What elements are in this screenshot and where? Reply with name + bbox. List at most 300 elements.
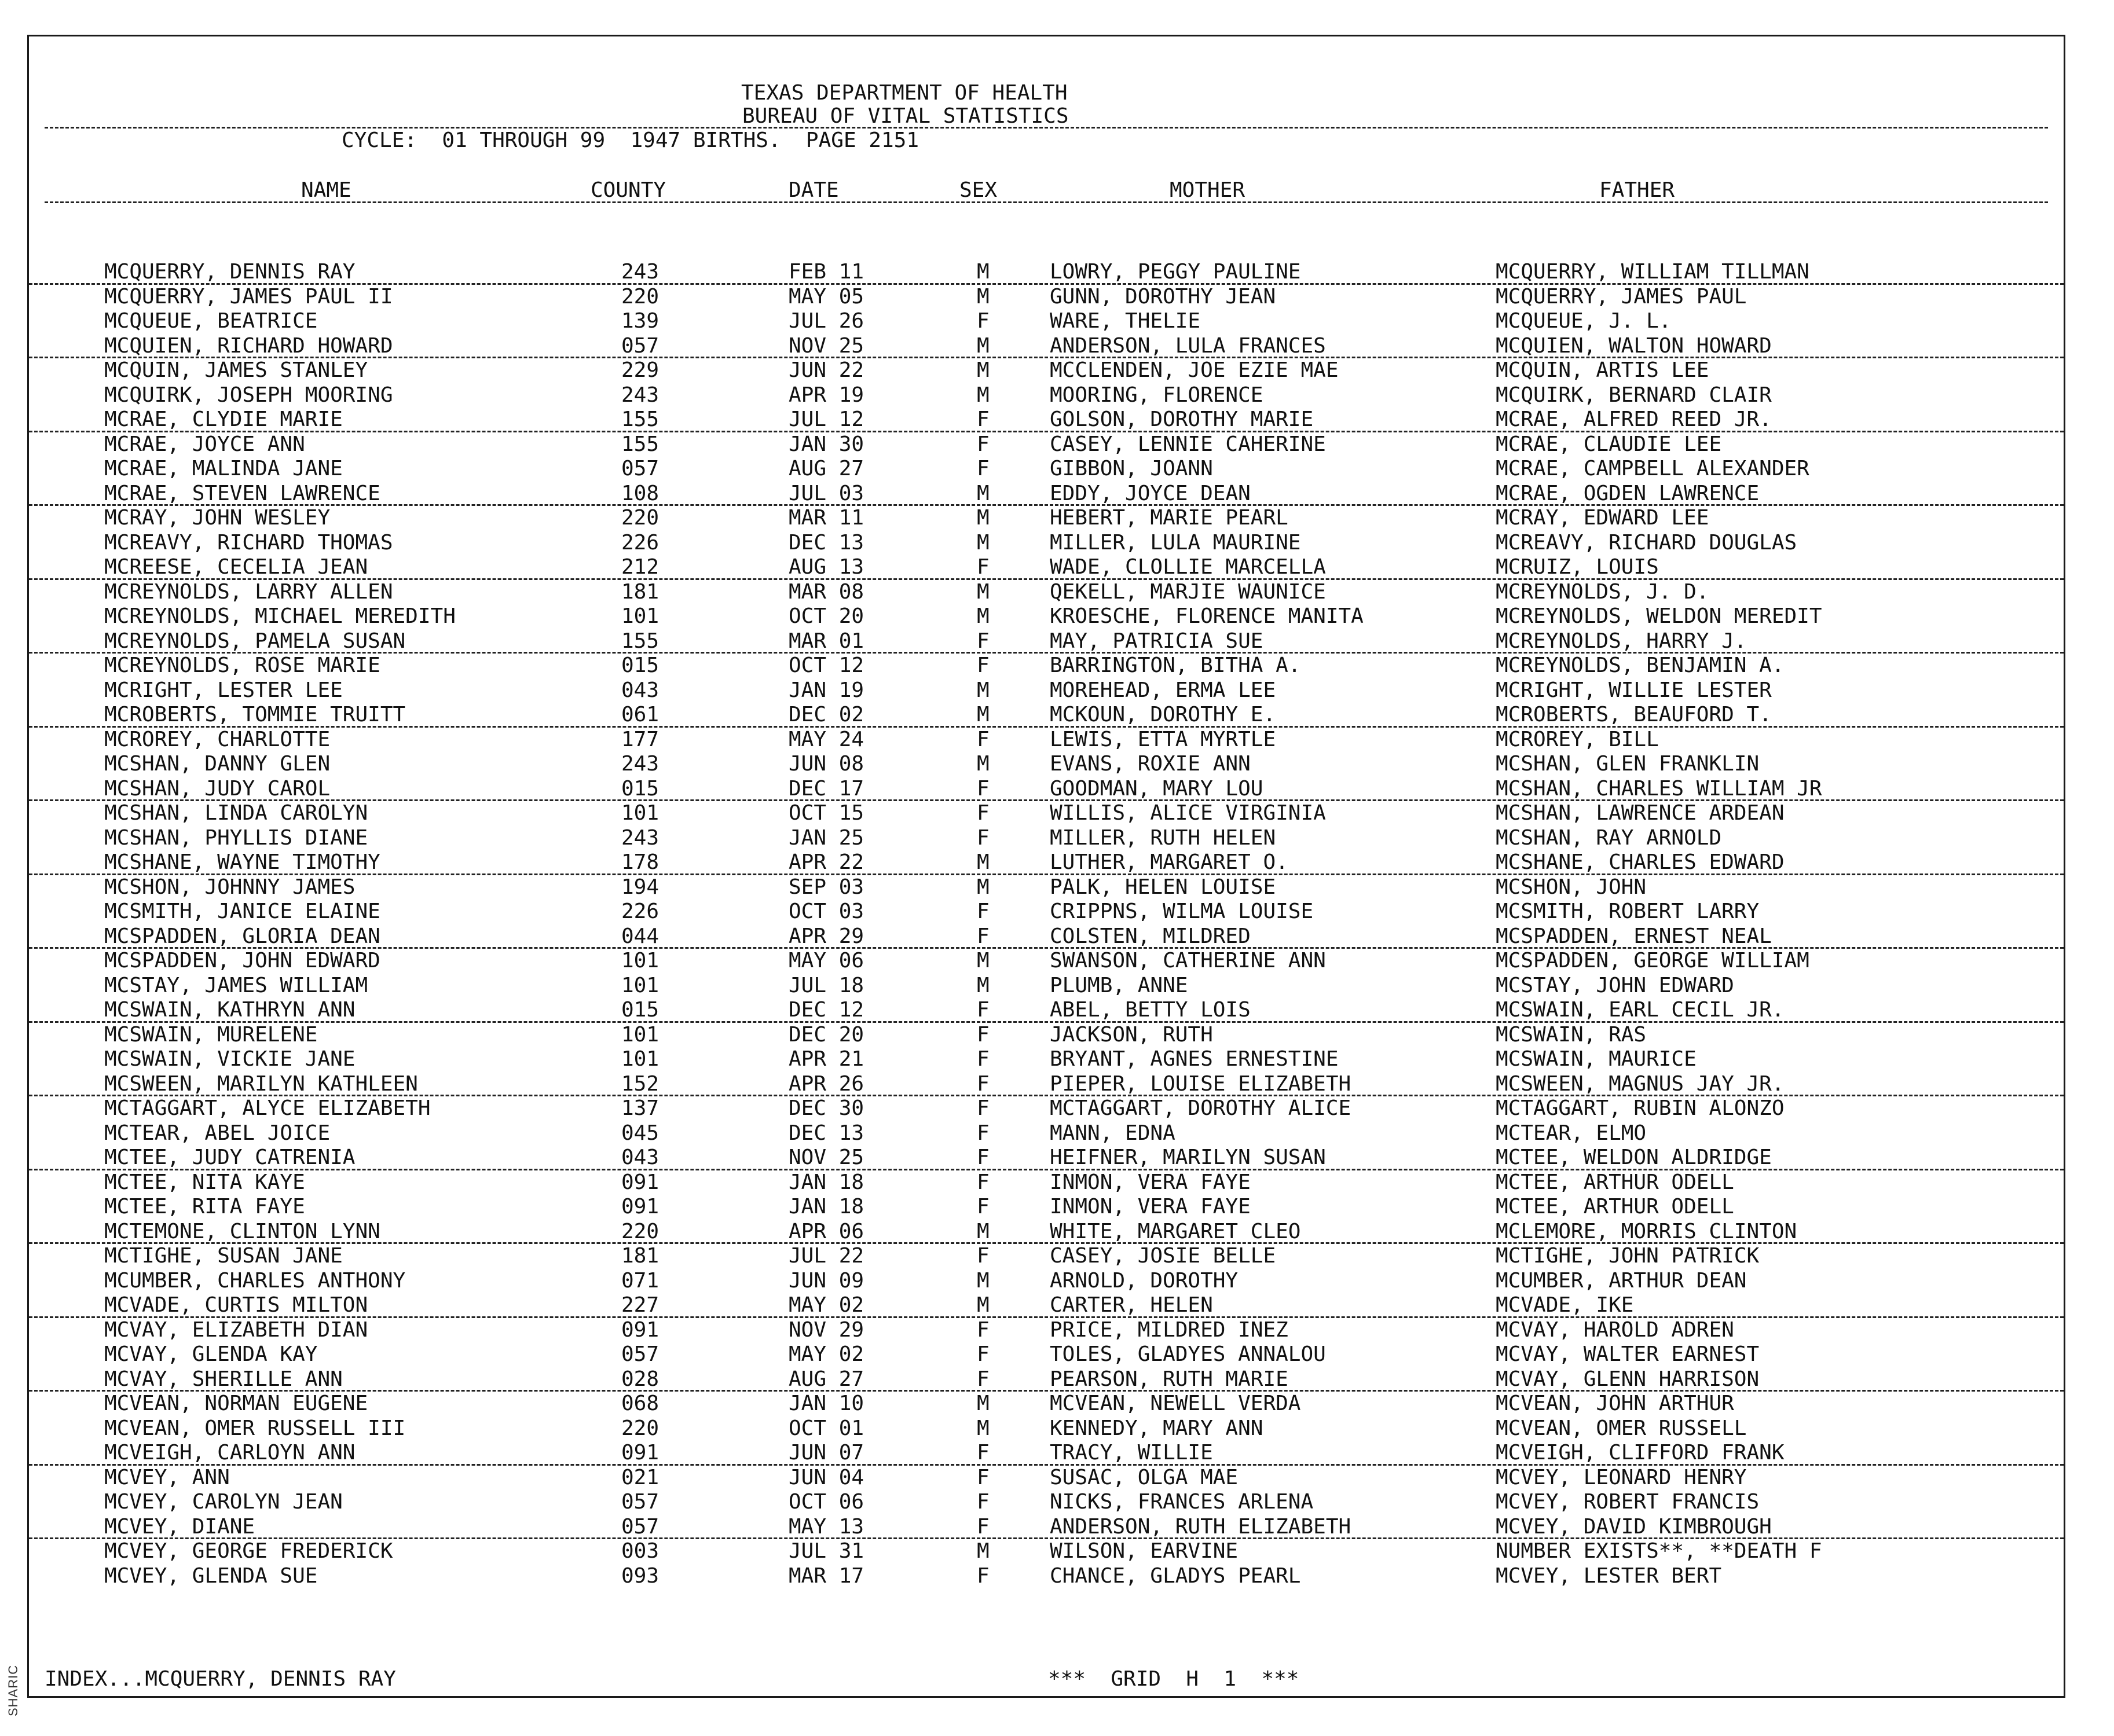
- cell-name: MCSHAN, DANNY GLEN: [104, 752, 331, 776]
- cell-date: DEC 20: [789, 1022, 864, 1047]
- cell-mother: MCCLENDEN, JOE EZIE MAE: [1050, 358, 1339, 382]
- cell-sex: M: [977, 752, 990, 776]
- cell-father: MCSHAN, LAWRENCE ARDEAN: [1496, 801, 1785, 825]
- cell-father: MCVEIGH, CLIFFORD FRANK: [1496, 1441, 1785, 1465]
- cell-date: APR 26: [789, 1071, 864, 1096]
- cell-name: MCREYNOLDS, MICHAEL MEREDITH: [104, 604, 456, 628]
- cell-name: MCQUERRY, DENNIS RAY: [104, 260, 356, 284]
- cell-county: 057: [621, 1490, 660, 1514]
- cell-mother: INMON, VERA FAYE: [1050, 1195, 1251, 1218]
- cell-father: MCVAY, GLENN HARRISON: [1496, 1367, 1760, 1391]
- cell-county: 091: [621, 1195, 660, 1218]
- cell-county: 220: [621, 1416, 660, 1440]
- cell-county: 226: [621, 900, 660, 923]
- cell-name: MCREESE, CECELIA JEAN: [104, 555, 368, 579]
- bureau-title: BUREAU OF VITAL STATISTICS: [742, 104, 1069, 128]
- cell-mother: MOORING, FLORENCE: [1050, 383, 1263, 407]
- cell-sex: F: [977, 1071, 990, 1096]
- cell-sex: M: [977, 506, 990, 530]
- cell-county: 091: [621, 1441, 660, 1465]
- cell-father: MCTEE, ARTHUR ODELL: [1496, 1195, 1734, 1218]
- cell-county: 093: [621, 1563, 660, 1588]
- cell-name: MCROBERTS, TOMMIE TRUITT: [104, 703, 406, 726]
- cell-father: MCTEE, WELDON ALDRIDGE: [1496, 1146, 1772, 1169]
- cell-county: 057: [621, 457, 660, 480]
- cell-father: MCSHAN, RAY ARNOLD: [1496, 825, 1722, 850]
- table-row: [29, 1416, 2064, 1441]
- cell-sex: F: [977, 900, 990, 923]
- cell-county: 057: [621, 333, 660, 358]
- cell-date: AUG 27: [789, 457, 864, 480]
- column-header-name: NAME: [301, 178, 351, 202]
- cell-date: DEC 02: [789, 703, 864, 726]
- cell-father: MCSWAIN, EARL CECIL JR.: [1496, 998, 1785, 1022]
- cell-mother: MILLER, RUTH HELEN: [1050, 825, 1276, 850]
- cell-date: JUL 26: [789, 309, 864, 333]
- cell-name: MCSHAN, LINDA CAROLYN: [104, 801, 368, 825]
- cell-father: MCREYNOLDS, BENJAMIN A.: [1496, 654, 1785, 677]
- cell-sex: M: [977, 678, 990, 702]
- cell-county: 028: [621, 1367, 660, 1391]
- cell-date: DEC 12: [789, 998, 864, 1022]
- table-row: [29, 358, 2064, 383]
- cell-father: MCSPADDEN, GEORGE WILLIAM: [1496, 949, 1809, 972]
- cell-sex: M: [977, 1539, 990, 1563]
- cell-father: MCSHAN, CHARLES WILLIAM JR: [1496, 776, 1822, 801]
- table-row: [29, 1047, 2064, 1072]
- cell-sex: F: [977, 457, 990, 480]
- cell-sex: F: [977, 1170, 990, 1194]
- cell-county: 091: [621, 1317, 660, 1342]
- cell-sex: M: [977, 481, 990, 505]
- cell-father: MCSWAIN, MAURICE: [1496, 1047, 1697, 1071]
- cell-father: MCVEY, LEONARD HENRY: [1496, 1465, 1747, 1489]
- cell-sex: M: [977, 850, 990, 874]
- cell-sex: M: [977, 1219, 990, 1243]
- cell-mother: GOLSON, DOROTHY MARIE: [1050, 408, 1314, 431]
- cell-date: JUN 04: [789, 1465, 864, 1489]
- cell-sex: F: [977, 776, 990, 801]
- cell-father: MCRAE, CLAUDIE LEE: [1496, 432, 1722, 456]
- cell-name: MCVAY, ELIZABETH DIAN: [104, 1317, 368, 1342]
- cell-name: MCSWEEN, MARILYN KATHLEEN: [104, 1071, 418, 1096]
- cell-mother: ANDERSON, RUTH ELIZABETH: [1050, 1514, 1351, 1539]
- cell-father: MCROREY, BILL: [1496, 727, 1659, 751]
- cell-date: SEP 03: [789, 875, 864, 899]
- cell-sex: F: [977, 1441, 990, 1465]
- cell-mother: EDDY, JOYCE DEAN: [1050, 481, 1251, 505]
- cell-sex: F: [977, 1195, 990, 1218]
- cell-name: MCSWAIN, KATHRYN ANN: [104, 998, 356, 1022]
- cell-county: 139: [621, 309, 660, 333]
- cell-date: AUG 13: [789, 555, 864, 579]
- cell-father: MCREAVY, RICHARD DOUGLAS: [1496, 530, 1797, 555]
- cell-date: APR 29: [789, 924, 864, 948]
- cell-mother: NICKS, FRANCES ARLENA: [1050, 1490, 1314, 1514]
- cell-mother: PLUMB, ANNE: [1050, 973, 1188, 997]
- cell-father: MCQUIRK, BERNARD CLAIR: [1496, 383, 1772, 407]
- cell-date: OCT 03: [789, 900, 864, 923]
- cell-sex: M: [977, 579, 990, 604]
- table-row: [29, 506, 2064, 531]
- cell-county: 243: [621, 383, 660, 407]
- column-header-divider: [45, 201, 2048, 203]
- table-row: [29, 1367, 2064, 1392]
- records-table: [29, 260, 2064, 1588]
- cell-county: 101: [621, 604, 660, 628]
- cell-date: MAY 02: [789, 1293, 864, 1317]
- cell-date: JUL 12: [789, 408, 864, 431]
- cell-name: MCVEY, DIANE: [104, 1514, 255, 1539]
- cell-date: APR 22: [789, 850, 864, 874]
- table-row: [29, 998, 2064, 1023]
- cell-county: 220: [621, 506, 660, 530]
- cell-sex: M: [977, 260, 990, 284]
- table-row: [29, 924, 2064, 949]
- cell-father: MCQUERRY, WILLIAM TILLMAN: [1496, 260, 1809, 284]
- cell-date: JUL 03: [789, 481, 864, 505]
- cell-date: OCT 20: [789, 604, 864, 628]
- column-header-date: DATE: [789, 178, 839, 202]
- cell-date: NOV 25: [789, 1146, 864, 1169]
- table-row: [29, 1121, 2064, 1146]
- cell-county: 021: [621, 1465, 660, 1489]
- table-row: [29, 1539, 2064, 1564]
- agency-title: TEXAS DEPARTMENT OF HEALTH: [741, 81, 1068, 105]
- cell-sex: F: [977, 555, 990, 579]
- cell-mother: PRICE, MILDRED INEZ: [1050, 1317, 1288, 1342]
- cell-county: 057: [621, 1342, 660, 1366]
- cell-name: MCSWAIN, VICKIE JANE: [104, 1047, 356, 1071]
- cell-name: MCTEE, NITA KAYE: [104, 1170, 305, 1194]
- cell-date: DEC 17: [789, 776, 864, 801]
- table-row: [29, 457, 2064, 482]
- cell-mother: CHANCE, GLADYS PEARL: [1050, 1563, 1301, 1588]
- cell-father: MCTEE, ARTHUR ODELL: [1496, 1170, 1734, 1194]
- table-row: [29, 1023, 2064, 1048]
- cell-name: MCVAY, SHERILLE ANN: [104, 1367, 343, 1391]
- cell-father: MCRAE, CAMPBELL ALEXANDER: [1496, 457, 1809, 480]
- cell-father: MCSHANE, CHARLES EDWARD: [1496, 850, 1785, 874]
- cell-name: MCQUIEN, RICHARD HOWARD: [104, 333, 393, 358]
- table-row: [29, 900, 2064, 924]
- table-row: [29, 1195, 2064, 1220]
- cell-father: MCRAY, EDWARD LEE: [1496, 506, 1709, 530]
- cell-sex: F: [977, 1342, 990, 1366]
- cell-mother: CASEY, JOSIE BELLE: [1050, 1244, 1276, 1268]
- cell-county: 181: [621, 1244, 660, 1268]
- table-row: [29, 875, 2064, 900]
- grid-footer: *** GRID H 1 ***: [1048, 1667, 1299, 1691]
- cell-name: MCSTAY, JAMES WILLIAM: [104, 973, 368, 997]
- cell-date: DEC 13: [789, 1121, 864, 1145]
- table-row: [29, 850, 2064, 875]
- cell-mother: BRYANT, AGNES ERNESTINE: [1050, 1047, 1339, 1071]
- cell-father: MCSTAY, JOHN EDWARD: [1496, 973, 1734, 997]
- cell-county: 045: [621, 1121, 660, 1145]
- cell-mother: LUTHER, MARGARET O.: [1050, 850, 1288, 874]
- cell-mother: ANDERSON, LULA FRANCES: [1050, 333, 1326, 358]
- cell-sex: M: [977, 973, 990, 997]
- cell-name: MCSHANE, WAYNE TIMOTHY: [104, 850, 380, 874]
- cell-mother: WARE, THELIE: [1050, 309, 1201, 333]
- cell-father: MCQUERRY, JAMES PAUL: [1496, 284, 1747, 309]
- cell-date: DEC 30: [789, 1096, 864, 1120]
- cell-county: 212: [621, 555, 660, 579]
- cell-sex: F: [977, 1514, 990, 1539]
- cell-mother: GUNN, DOROTHY JEAN: [1050, 284, 1276, 309]
- table-row: [29, 1096, 2064, 1121]
- cell-father: MCRAE, ALFRED REED JR.: [1496, 408, 1772, 431]
- cell-father: MCSWEEN, MAGNUS JAY JR.: [1496, 1071, 1785, 1096]
- cell-county: 155: [621, 408, 660, 431]
- cell-sex: F: [977, 1096, 990, 1120]
- cell-county: 101: [621, 949, 660, 972]
- cell-mother: SUSAC, OLGA MAE: [1050, 1465, 1239, 1489]
- table-row: [29, 285, 2064, 310]
- cell-date: JAN 10: [789, 1392, 864, 1415]
- cell-county: 177: [621, 727, 660, 751]
- cell-name: MCRAE, JOYCE ANN: [104, 432, 305, 456]
- table-row: [29, 309, 2064, 334]
- cell-date: JUL 18: [789, 973, 864, 997]
- cell-father: NUMBER EXISTS**, **DEATH F: [1496, 1539, 1822, 1563]
- cell-county: 043: [621, 678, 660, 702]
- cell-father: MCTAGGART, RUBIN ALONZO: [1496, 1096, 1785, 1120]
- cell-county: 229: [621, 358, 660, 382]
- cell-county: 071: [621, 1268, 660, 1293]
- cell-father: MCRUIZ, LOUIS: [1496, 555, 1659, 579]
- table-row: [29, 482, 2064, 507]
- cell-county: 061: [621, 703, 660, 726]
- cell-name: MCTEMONE, CLINTON LYNN: [104, 1219, 380, 1243]
- table-row: [29, 826, 2064, 851]
- cell-mother: INMON, VERA FAYE: [1050, 1170, 1251, 1194]
- cell-date: MAY 05: [789, 284, 864, 309]
- cell-mother: WILSON, EARVINE: [1050, 1539, 1239, 1563]
- table-row: [29, 432, 2064, 457]
- cell-date: MAY 02: [789, 1342, 864, 1366]
- cell-date: MAR 17: [789, 1563, 864, 1588]
- table-row: [29, 1072, 2064, 1097]
- cell-name: MCQUIRK, JOSEPH MOORING: [104, 383, 393, 407]
- cell-county: 155: [621, 629, 660, 653]
- cell-father: MCQUIEN, WALTON HOWARD: [1496, 333, 1772, 358]
- cell-mother: ARNOLD, DOROTHY: [1050, 1268, 1239, 1293]
- table-row: [29, 1490, 2064, 1515]
- table-row: [29, 752, 2064, 777]
- index-footer: INDEX...MCQUERRY, DENNIS RAY: [45, 1667, 396, 1691]
- cell-mother: PEARSON, RUTH MARIE: [1050, 1367, 1288, 1391]
- cell-mother: LEWIS, ETTA MYRTLE: [1050, 727, 1276, 751]
- cell-name: MCVAY, GLENDA KAY: [104, 1342, 318, 1366]
- cell-name: MCSHAN, JUDY CAROL: [104, 776, 331, 801]
- cell-name: MCSPADDEN, GLORIA DEAN: [104, 924, 380, 948]
- cell-date: APR 06: [789, 1219, 864, 1243]
- cell-sex: F: [977, 1121, 990, 1145]
- table-row: [29, 334, 2064, 359]
- table-row: [29, 1269, 2064, 1294]
- cell-mother: WHITE, MARGARET CLEO: [1050, 1219, 1301, 1243]
- table-row: [29, 260, 2064, 285]
- cell-sex: F: [977, 1146, 990, 1169]
- cell-sex: M: [977, 1416, 990, 1440]
- cell-name: MCREYNOLDS, PAMELA SUSAN: [104, 629, 406, 653]
- table-row: [29, 1318, 2064, 1343]
- cell-sex: F: [977, 998, 990, 1022]
- cell-name: MCRAE, STEVEN LAWRENCE: [104, 481, 380, 505]
- table-row: [29, 703, 2064, 728]
- cell-father: MCSMITH, ROBERT LARRY: [1496, 900, 1760, 923]
- cell-name: MCRAE, CLYDIE MARIE: [104, 408, 343, 431]
- cell-sex: M: [977, 875, 990, 899]
- cell-name: MCRAY, JOHN WESLEY: [104, 506, 331, 530]
- cell-mother: GIBBON, JOANN: [1050, 457, 1213, 480]
- cell-mother: MANN, EDNA: [1050, 1121, 1175, 1145]
- cell-name: MCSHON, JOHNNY JAMES: [104, 875, 356, 899]
- cell-county: 101: [621, 973, 660, 997]
- cell-name: MCVEIGH, CARLOYN ANN: [104, 1441, 356, 1465]
- cell-name: MCVEAN, NORMAN EUGENE: [104, 1392, 368, 1415]
- cell-sex: F: [977, 801, 990, 825]
- cell-father: MCSHAN, GLEN FRANKLIN: [1496, 752, 1760, 776]
- cell-mother: QEKELL, MARJIE WAUNICE: [1050, 579, 1326, 604]
- cell-mother: MCVEAN, NEWELL VERDA: [1050, 1392, 1301, 1415]
- cell-father: MCLEMORE, MORRIS CLINTON: [1496, 1219, 1797, 1243]
- cell-father: MCVAY, WALTER EARNEST: [1496, 1342, 1760, 1366]
- cell-county: 057: [621, 1514, 660, 1539]
- cell-date: MAR 08: [789, 579, 864, 604]
- cell-name: MCSPADDEN, JOHN EDWARD: [104, 949, 380, 972]
- cell-father: MCTEAR, ELMO: [1496, 1121, 1647, 1145]
- cell-name: MCTEE, JUDY CATRENIA: [104, 1146, 356, 1169]
- cell-father: MCSPADDEN, ERNEST NEAL: [1496, 924, 1772, 948]
- cell-county: 220: [621, 1219, 660, 1243]
- table-row: [29, 580, 2064, 605]
- cell-mother: GOODMAN, MARY LOU: [1050, 776, 1263, 801]
- cycle-line: CYCLE: 01 THROUGH 99 1947 BIRTHS. PAGE 2151: [342, 129, 919, 152]
- cell-county: 068: [621, 1392, 660, 1415]
- cell-sex: F: [977, 825, 990, 850]
- cell-sex: F: [977, 1317, 990, 1342]
- cell-name: MCSHAN, PHYLLIS DIANE: [104, 825, 368, 850]
- cell-name: MCTEE, RITA FAYE: [104, 1195, 305, 1218]
- cell-date: JUL 31: [789, 1539, 864, 1563]
- cell-name: MCTAGGART, ALYCE ELIZABETH: [104, 1096, 431, 1120]
- cell-mother: MOREHEAD, ERMA LEE: [1050, 678, 1276, 702]
- cell-mother: WILLIS, ALICE VIRGINIA: [1050, 801, 1326, 825]
- cell-county: 152: [621, 1071, 660, 1096]
- cell-sex: F: [977, 1047, 990, 1071]
- cell-mother: EVANS, ROXIE ANN: [1050, 752, 1251, 776]
- cell-mother: ABEL, BETTY LOIS: [1050, 998, 1251, 1022]
- cell-sex: F: [977, 309, 990, 333]
- cell-county: 043: [621, 1146, 660, 1169]
- cell-county: 227: [621, 1293, 660, 1317]
- cell-mother: TOLES, GLADYES ANNALOU: [1050, 1342, 1326, 1366]
- table-row: [29, 1342, 2064, 1367]
- cell-date: JAN 19: [789, 678, 864, 702]
- cell-mother: MAY, PATRICIA SUE: [1050, 629, 1263, 653]
- column-header-mother: MOTHER: [1170, 178, 1245, 202]
- cell-date: APR 21: [789, 1047, 864, 1071]
- cell-father: MCRAE, OGDEN LAWRENCE: [1496, 481, 1760, 505]
- column-header-sex: SEX: [959, 178, 998, 202]
- cell-sex: M: [977, 358, 990, 382]
- cell-name: MCVEY, GLENDA SUE: [104, 1563, 318, 1588]
- cell-sex: M: [977, 333, 990, 358]
- column-header-county: COUNTY: [591, 178, 666, 202]
- cell-name: MCSMITH, JANICE ELAINE: [104, 900, 380, 923]
- cell-father: MCVEY, ROBERT FRANCIS: [1496, 1490, 1760, 1514]
- cell-date: OCT 01: [789, 1416, 864, 1440]
- cell-name: MCREYNOLDS, ROSE MARIE: [104, 654, 380, 677]
- table-row: [29, 1220, 2064, 1245]
- cell-father: MCREYNOLDS, HARRY J.: [1496, 629, 1747, 653]
- cell-sex: M: [977, 604, 990, 628]
- cell-name: MCQUIN, JAMES STANLEY: [104, 358, 368, 382]
- cell-date: JUN 22: [789, 358, 864, 382]
- cell-father: MCVEAN, JOHN ARTHUR: [1496, 1392, 1734, 1415]
- table-row: [29, 949, 2064, 974]
- cell-date: MAY 06: [789, 949, 864, 972]
- table-row: [29, 629, 2064, 654]
- cell-name: MCROREY, CHARLOTTE: [104, 727, 331, 751]
- cell-mother: TRACY, WILLIE: [1050, 1441, 1213, 1465]
- cell-mother: BARRINGTON, BITHA A.: [1050, 654, 1301, 677]
- cell-county: 243: [621, 260, 660, 284]
- cell-name: MCVEY, CAROLYN JEAN: [104, 1490, 343, 1514]
- cell-county: 091: [621, 1170, 660, 1194]
- cell-mother: MCKOUN, DOROTHY E.: [1050, 703, 1276, 726]
- cell-name: MCQUEUE, BEATRICE: [104, 309, 318, 333]
- table-row: [29, 1146, 2064, 1170]
- cell-date: JAN 30: [789, 432, 864, 456]
- table-row: [29, 1564, 2064, 1589]
- cell-date: JUN 07: [789, 1441, 864, 1465]
- cell-father: MCVEY, LESTER BERT: [1496, 1563, 1722, 1588]
- cell-name: MCVEAN, OMER RUSSELL III: [104, 1416, 406, 1440]
- cell-date: OCT 06: [789, 1490, 864, 1514]
- cell-mother: CASEY, LENNIE CAHERINE: [1050, 432, 1326, 456]
- cell-mother: HEBERT, MARIE PEARL: [1050, 506, 1288, 530]
- cell-mother: JACKSON, RUTH: [1050, 1022, 1213, 1047]
- cell-county: 003: [621, 1539, 660, 1563]
- cell-county: 044: [621, 924, 660, 948]
- table-row: [29, 777, 2064, 802]
- cell-date: MAR 11: [789, 506, 864, 530]
- cell-date: MAY 24: [789, 727, 864, 751]
- cell-sex: F: [977, 654, 990, 677]
- cell-mother: PIEPER, LOUISE ELIZABETH: [1050, 1071, 1351, 1096]
- cell-sex: F: [977, 1367, 990, 1391]
- cell-name: MCVEY, GEORGE FREDERICK: [104, 1539, 393, 1563]
- cell-county: 181: [621, 579, 660, 604]
- cell-mother: COLSTEN, MILDRED: [1050, 924, 1251, 948]
- cell-father: MCRIGHT, WILLIE LESTER: [1496, 678, 1772, 702]
- cell-sex: M: [977, 1293, 990, 1317]
- cell-county: 226: [621, 530, 660, 555]
- cell-county: 015: [621, 776, 660, 801]
- cell-father: MCVEAN, OMER RUSSELL: [1496, 1416, 1747, 1440]
- cell-mother: KENNEDY, MARY ANN: [1050, 1416, 1263, 1440]
- table-row: [29, 678, 2064, 703]
- cell-name: MCREAVY, RICHARD THOMAS: [104, 530, 393, 555]
- cell-name: MCQUERRY, JAMES PAUL II: [104, 284, 393, 309]
- cell-mother: PALK, HELEN LOUISE: [1050, 875, 1276, 899]
- cell-sex: F: [977, 924, 990, 948]
- cell-mother: MILLER, LULA MAURINE: [1050, 530, 1301, 555]
